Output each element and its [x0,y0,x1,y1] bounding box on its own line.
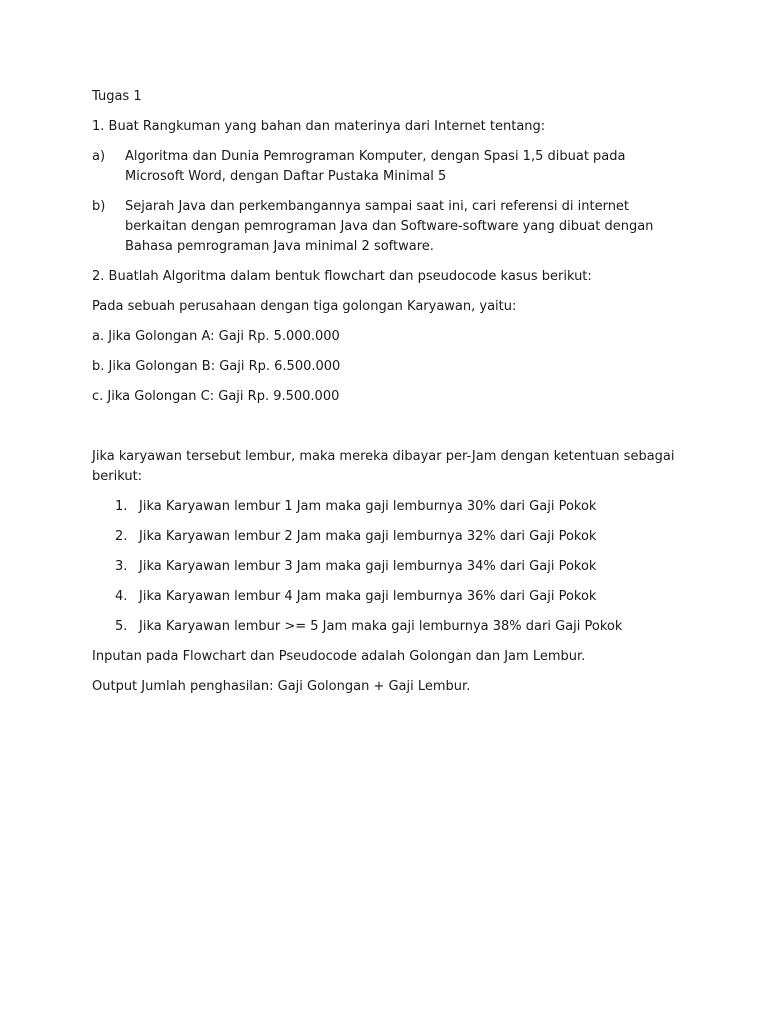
company-intro: Pada sebuah perusahaan dengan tiga golongan Karyawan, yaitu: [92,299,517,314]
golongan-b: b. Jika Golongan B: Gaji Rp. 6.500.000 [92,359,341,374]
list-item-number: 4. [115,589,128,604]
task1-item-a-marker: a) [92,149,106,164]
task1-item-b-text: Sejarah Java dan perkembangannya sampai saat ini, cari referensi di internet berkaitan dengan pemrograman Java dan Software-software yang dibuat dengan Bahasa pemrograman Java minimal 2 software. [125,199,654,254]
list-item [92,557,682,577]
list-item-number: 5. [115,619,128,634]
list-item-number: 2. [115,529,128,544]
task1-item-a [92,147,682,187]
lembur-intro: Jika karyawan tersebut lembur, maka mereka dibayar per-Jam dengan ketentuan sebagai berikut: [92,449,675,484]
list-item [92,617,682,637]
input-note: Inputan pada Flowchart dan Pseudocode adalah Golongan dan Jam Lembur. [92,649,586,664]
output-note: Output Jumlah penghasilan: Gaji Golongan + Gaji Lembur. [92,679,471,694]
list-item-number: 3. [115,559,128,574]
list-item [92,497,682,517]
list-item-text: Jika Karyawan lembur >= 5 Jam maka gaji lemburnya 38% dari Gaji Pokok [139,619,623,634]
task1-item-b [92,197,682,257]
task1-item-b-marker: b) [92,199,106,214]
task1-heading: 1. Buat Rangkuman yang bahan dan materinya dari Internet tentang: [92,119,546,134]
document-body [92,87,682,707]
task2-heading: 2. Buatlah Algoritma dalam bentuk flowchart dan pseudocode kasus berikut: [92,269,592,284]
list-item-text: Jika Karyawan lembur 1 Jam maka gaji lemburnya 30% dari Gaji Pokok [139,499,597,514]
list-item-text: Jika Karyawan lembur 4 Jam maka gaji lemburnya 36% dari Gaji Pokok [139,589,597,604]
task1-item-a-text: Algoritma dan Dunia Pemrograman Komputer, dengan Spasi 1,5 dibuat pada Microsoft Word, dengan Daftar Pustaka Minimal 5 [125,149,626,184]
list-item-text: Jika Karyawan lembur 2 Jam maka gaji lemburnya 32% dari Gaji Pokok [139,529,597,544]
list-item-number: 1. [115,499,128,514]
document-title: Tugas 1 [92,89,142,104]
list-item-text: Jika Karyawan lembur 3 Jam maka gaji lemburnya 34% dari Gaji Pokok [139,559,597,574]
lembur-rules-list [92,497,682,637]
list-item [92,527,682,547]
golongan-a: a. Jika Golongan A: Gaji Rp. 5.000.000 [92,329,340,344]
golongan-c: c. Jika Golongan C: Gaji Rp. 9.500.000 [92,389,340,404]
blank-line [92,417,682,447]
list-item [92,587,682,607]
